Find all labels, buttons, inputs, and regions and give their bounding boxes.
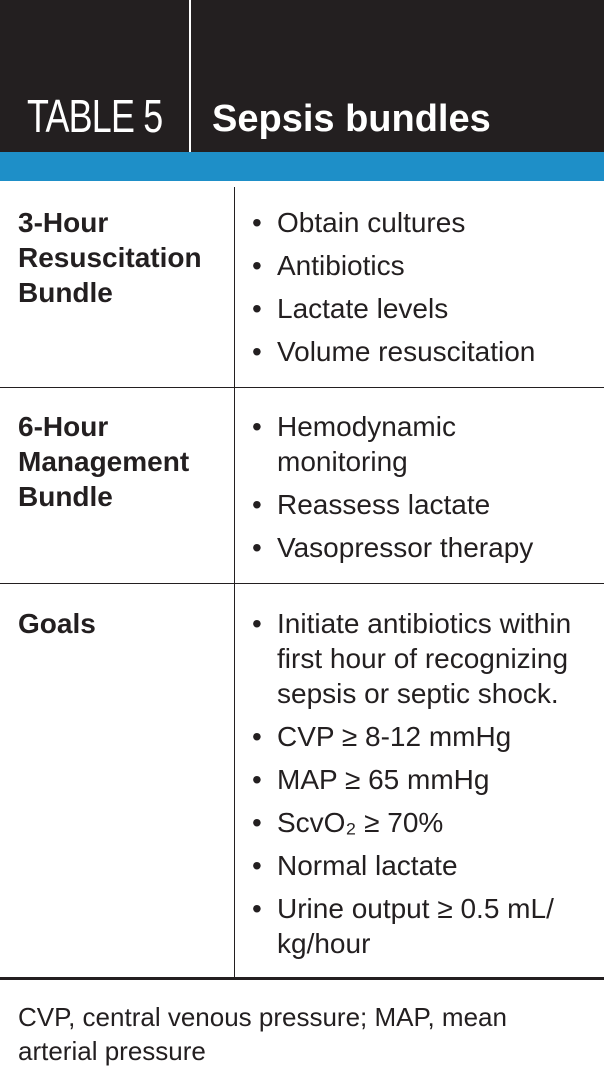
row-separator	[0, 387, 604, 388]
list-item	[250, 530, 595, 565]
bullet-icon: •	[252, 608, 262, 639]
table-bottom-border	[0, 977, 604, 980]
table-footnote: CVP, central venous pressure; MAP, mean arterial pressure	[18, 1002, 507, 1066]
bullet-list-3-hour-bundle	[250, 205, 595, 377]
bullet-list-goals	[250, 606, 595, 969]
bullet-icon: •	[252, 250, 262, 281]
table-title: Sepsis bundles	[212, 98, 491, 140]
bullet-icon: •	[252, 850, 262, 881]
list-item	[250, 891, 595, 961]
list-item-text: CVP ≥ 8-12 mmHg	[277, 721, 512, 752]
bullet-icon: •	[252, 293, 262, 324]
table-header	[0, 0, 604, 152]
row-label-goals: Goals	[18, 608, 96, 639]
list-item-text: Reassess lactate	[277, 489, 491, 520]
bullet-icon: •	[252, 532, 262, 563]
list-item-text: MAP ≥ 65 mmHg	[277, 764, 490, 795]
bullet-icon: •	[252, 893, 262, 924]
list-item-text: ScvO₂ ≥ 70%	[277, 807, 444, 838]
list-item-text: Lactate levels	[277, 293, 449, 324]
list-item	[250, 409, 595, 479]
header-divider	[189, 0, 191, 152]
list-item	[250, 805, 595, 840]
bullet-icon: •	[252, 411, 262, 442]
bullet-icon: •	[252, 721, 262, 752]
list-item	[250, 291, 595, 326]
list-item	[250, 848, 595, 883]
row-label-6-hour-bundle: 6-Hour Management Bundle	[18, 411, 190, 512]
bullet-icon: •	[252, 489, 262, 520]
list-item-text: Obtain cultures	[277, 207, 466, 238]
list-item-text: Urine output ≥ 0.5 mL/ kg/hour	[277, 893, 554, 959]
list-item-text: Volume resuscitation	[277, 336, 536, 367]
bullet-icon: •	[252, 207, 262, 238]
list-item	[250, 334, 595, 369]
list-item-text: Antibiotics	[277, 250, 405, 281]
list-item	[250, 487, 595, 522]
row-separator	[0, 583, 604, 584]
table-number: TABLE 5	[27, 90, 163, 142]
list-item-text: Initiate antibiotics within first hour of recognizing sepsis or septic shock.	[277, 608, 572, 709]
list-item	[250, 606, 595, 711]
list-item-text: Hemodynamic monitoring	[277, 411, 456, 477]
bullet-icon: •	[252, 807, 262, 838]
list-item	[250, 248, 595, 283]
bullet-list-6-hour-bundle	[250, 409, 595, 573]
row-label-3-hour-bundle: 3-Hour Resuscitation Bundle	[18, 207, 202, 308]
list-item	[250, 205, 595, 240]
list-item	[250, 762, 595, 797]
list-item	[250, 719, 595, 754]
list-item-text: Normal lactate	[277, 850, 458, 881]
bullet-icon: •	[252, 764, 262, 795]
bullet-icon: •	[252, 336, 262, 367]
accent-bar	[0, 152, 604, 181]
list-item-text: Vasopressor therapy	[277, 532, 534, 563]
